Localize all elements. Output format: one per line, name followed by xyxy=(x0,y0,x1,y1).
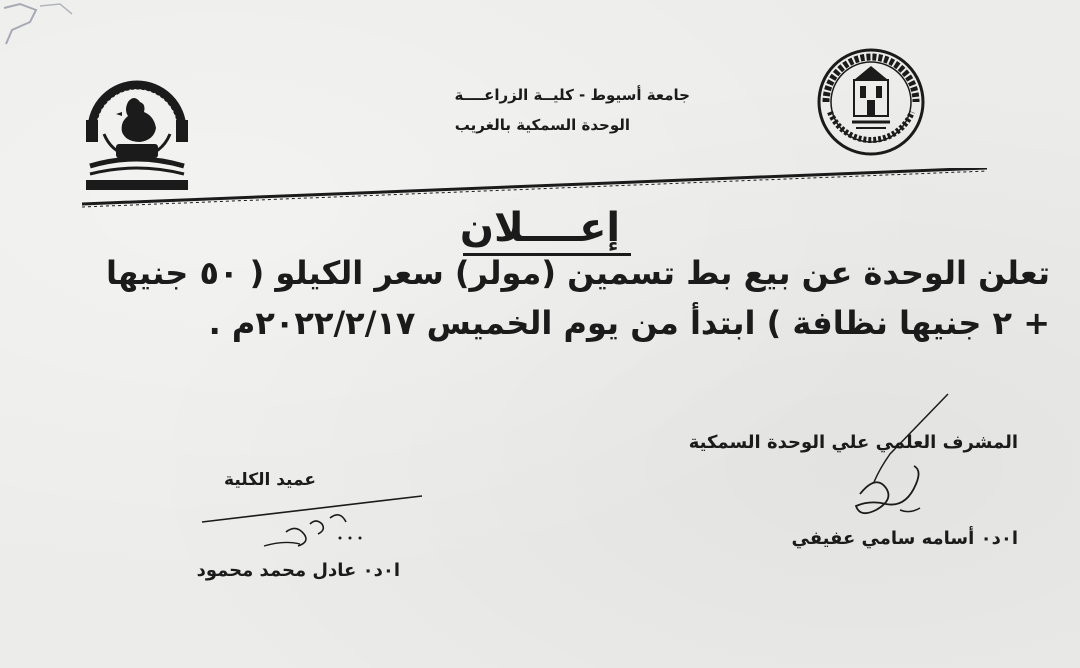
announcement-line-2: + ٢ جنيها نظافة ) ابتدأ من يوم الخميس ٢٠٢٢/٢/١٧م . xyxy=(208,304,1050,342)
supervisor-signature xyxy=(830,390,960,540)
header-divider xyxy=(82,168,987,208)
announcement-body xyxy=(90,248,1050,348)
dean-name: ا٠د٠ عادل محمد محمود xyxy=(196,560,400,581)
university-header-line: جامعة أسيوط - كليــة الزراعــــة xyxy=(454,86,690,104)
dean-signature xyxy=(200,488,430,558)
supervisor-name: ا٠د٠ أسامه سامي عفيفي xyxy=(791,528,1018,549)
announcement-line-1: تعلن الوحدة عن بيع بط تسمين (مولر) سعر الكيلو ( ٥٠ جنيها xyxy=(105,254,1050,292)
assiut-agriculture-seal xyxy=(812,46,930,158)
corner-smudge xyxy=(0,0,80,50)
supervisor-title: المشرف العلمي علي الوحدة السمكية xyxy=(688,432,1018,453)
dean-title: عميد الكلية xyxy=(224,470,316,490)
announcement-title: إعــــلان xyxy=(459,205,621,251)
unit-header-line: الوحدة السمكية بالغريب xyxy=(454,116,630,134)
